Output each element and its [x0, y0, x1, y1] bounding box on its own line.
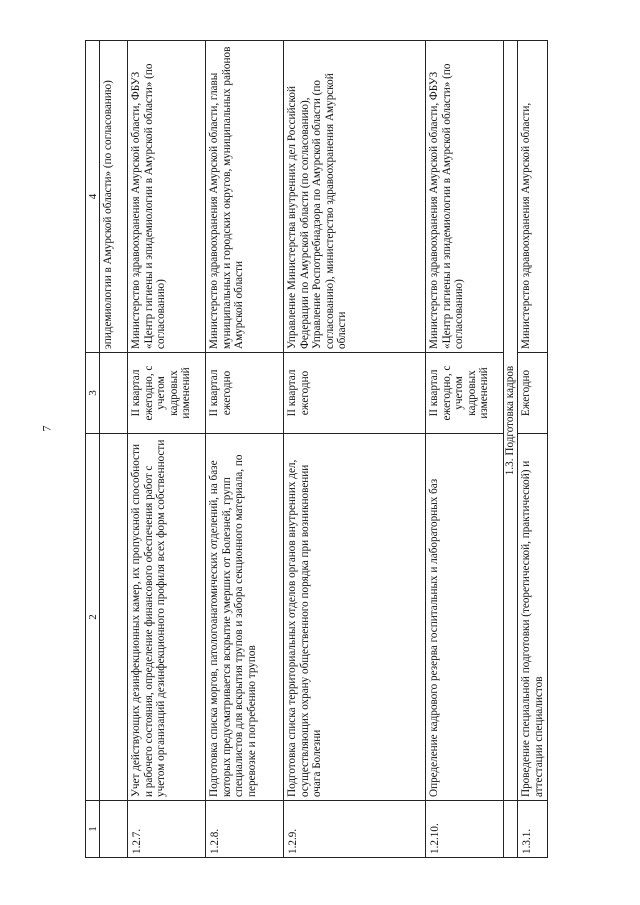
period-cell: Ежегодно [518, 353, 548, 434]
table-row [100, 41, 128, 858]
header-col-4: 4 [86, 41, 100, 353]
table-row [128, 41, 206, 858]
action-cell: Учет действующих дезинфекционных камер, их пропускной способности и рабочего состояния, определение финансового обеспечения работ с учетом организаций дезинфекционного профиля всех форм собственности [128, 434, 206, 801]
table-row [284, 41, 426, 858]
period-cell: II квартал ежегодно [284, 353, 426, 434]
rotated-table-wrapper [85, 41, 545, 858]
table-row [518, 41, 548, 858]
row-number: 1.3.1. [518, 801, 548, 858]
action-cell: Подготовка списка моргов, патологоанатомических отделений, на базе которых предусматривается вскрытие умерших от Болезней, групп специалистов для вскрытия трупов и забора секционного материала, по перевозке и погребению трупов [206, 434, 284, 801]
section-row [504, 41, 518, 858]
period-cell: II квартал ежегодно, с учетом кадровых изменений [426, 353, 504, 434]
executor-cell: эпидемиологии в Амурской области» (по согласованию) [100, 41, 128, 353]
action-cell: Проведение специальной подготовки (теоретической, практической) и аттестации специалистов [518, 434, 548, 801]
executor-cell: Министерство здравоохранения Амурской области, главы муниципальных и городских округов, муниципальных районов Амурской области [206, 41, 284, 353]
row-number: 1.2.7. [128, 801, 206, 858]
plan-table [85, 40, 548, 858]
action-cell: Подготовка списка территориальных отделов органов внутренних дел, осуществляющих охрану общественного порядка при возникновении очага Болезни [284, 434, 426, 801]
table-row [426, 41, 504, 858]
row-number: 1.2.10. [426, 801, 504, 858]
section-title: 1.3. Подготовка кадров [504, 41, 518, 801]
executor-cell: Управление Министерства внутренних дел Российской Федерации по Амурской области (по согласованию), Управление Роспотребнадзора по Амурской области (по согласованию), министерство здравоохранения Амурской области [284, 41, 426, 353]
row-number: 1.2.8. [206, 801, 284, 858]
header-col-1: 1 [86, 801, 100, 858]
row-number: 1.2.9. [284, 801, 426, 858]
header-col-2: 2 [86, 434, 100, 801]
period-cell: II квартал ежегодно, с учетом кадровых изменений [128, 353, 206, 434]
table-row [206, 41, 284, 858]
executor-cell: Министерство здравоохранения Амурской области, [518, 41, 548, 353]
header-col-3: 3 [86, 353, 100, 434]
period-cell: II квартал ежегодно [206, 353, 284, 434]
executor-cell: Министерство здравоохранения Амурской области, ФБУЗ «Центр гигиены и эпидемиологии в Амурской области» (по согласованию) [128, 41, 206, 353]
header-row [86, 41, 100, 858]
action-cell: Определение кадрового резерва госпитальных и лабораторных баз [426, 434, 504, 801]
executor-cell: Министерство здравоохранения Амурской области, ФБУЗ «Центр гигиены и эпидемиологии в Амурской области» (по согласованию) [426, 41, 504, 353]
page-number: 7 [39, 425, 54, 432]
